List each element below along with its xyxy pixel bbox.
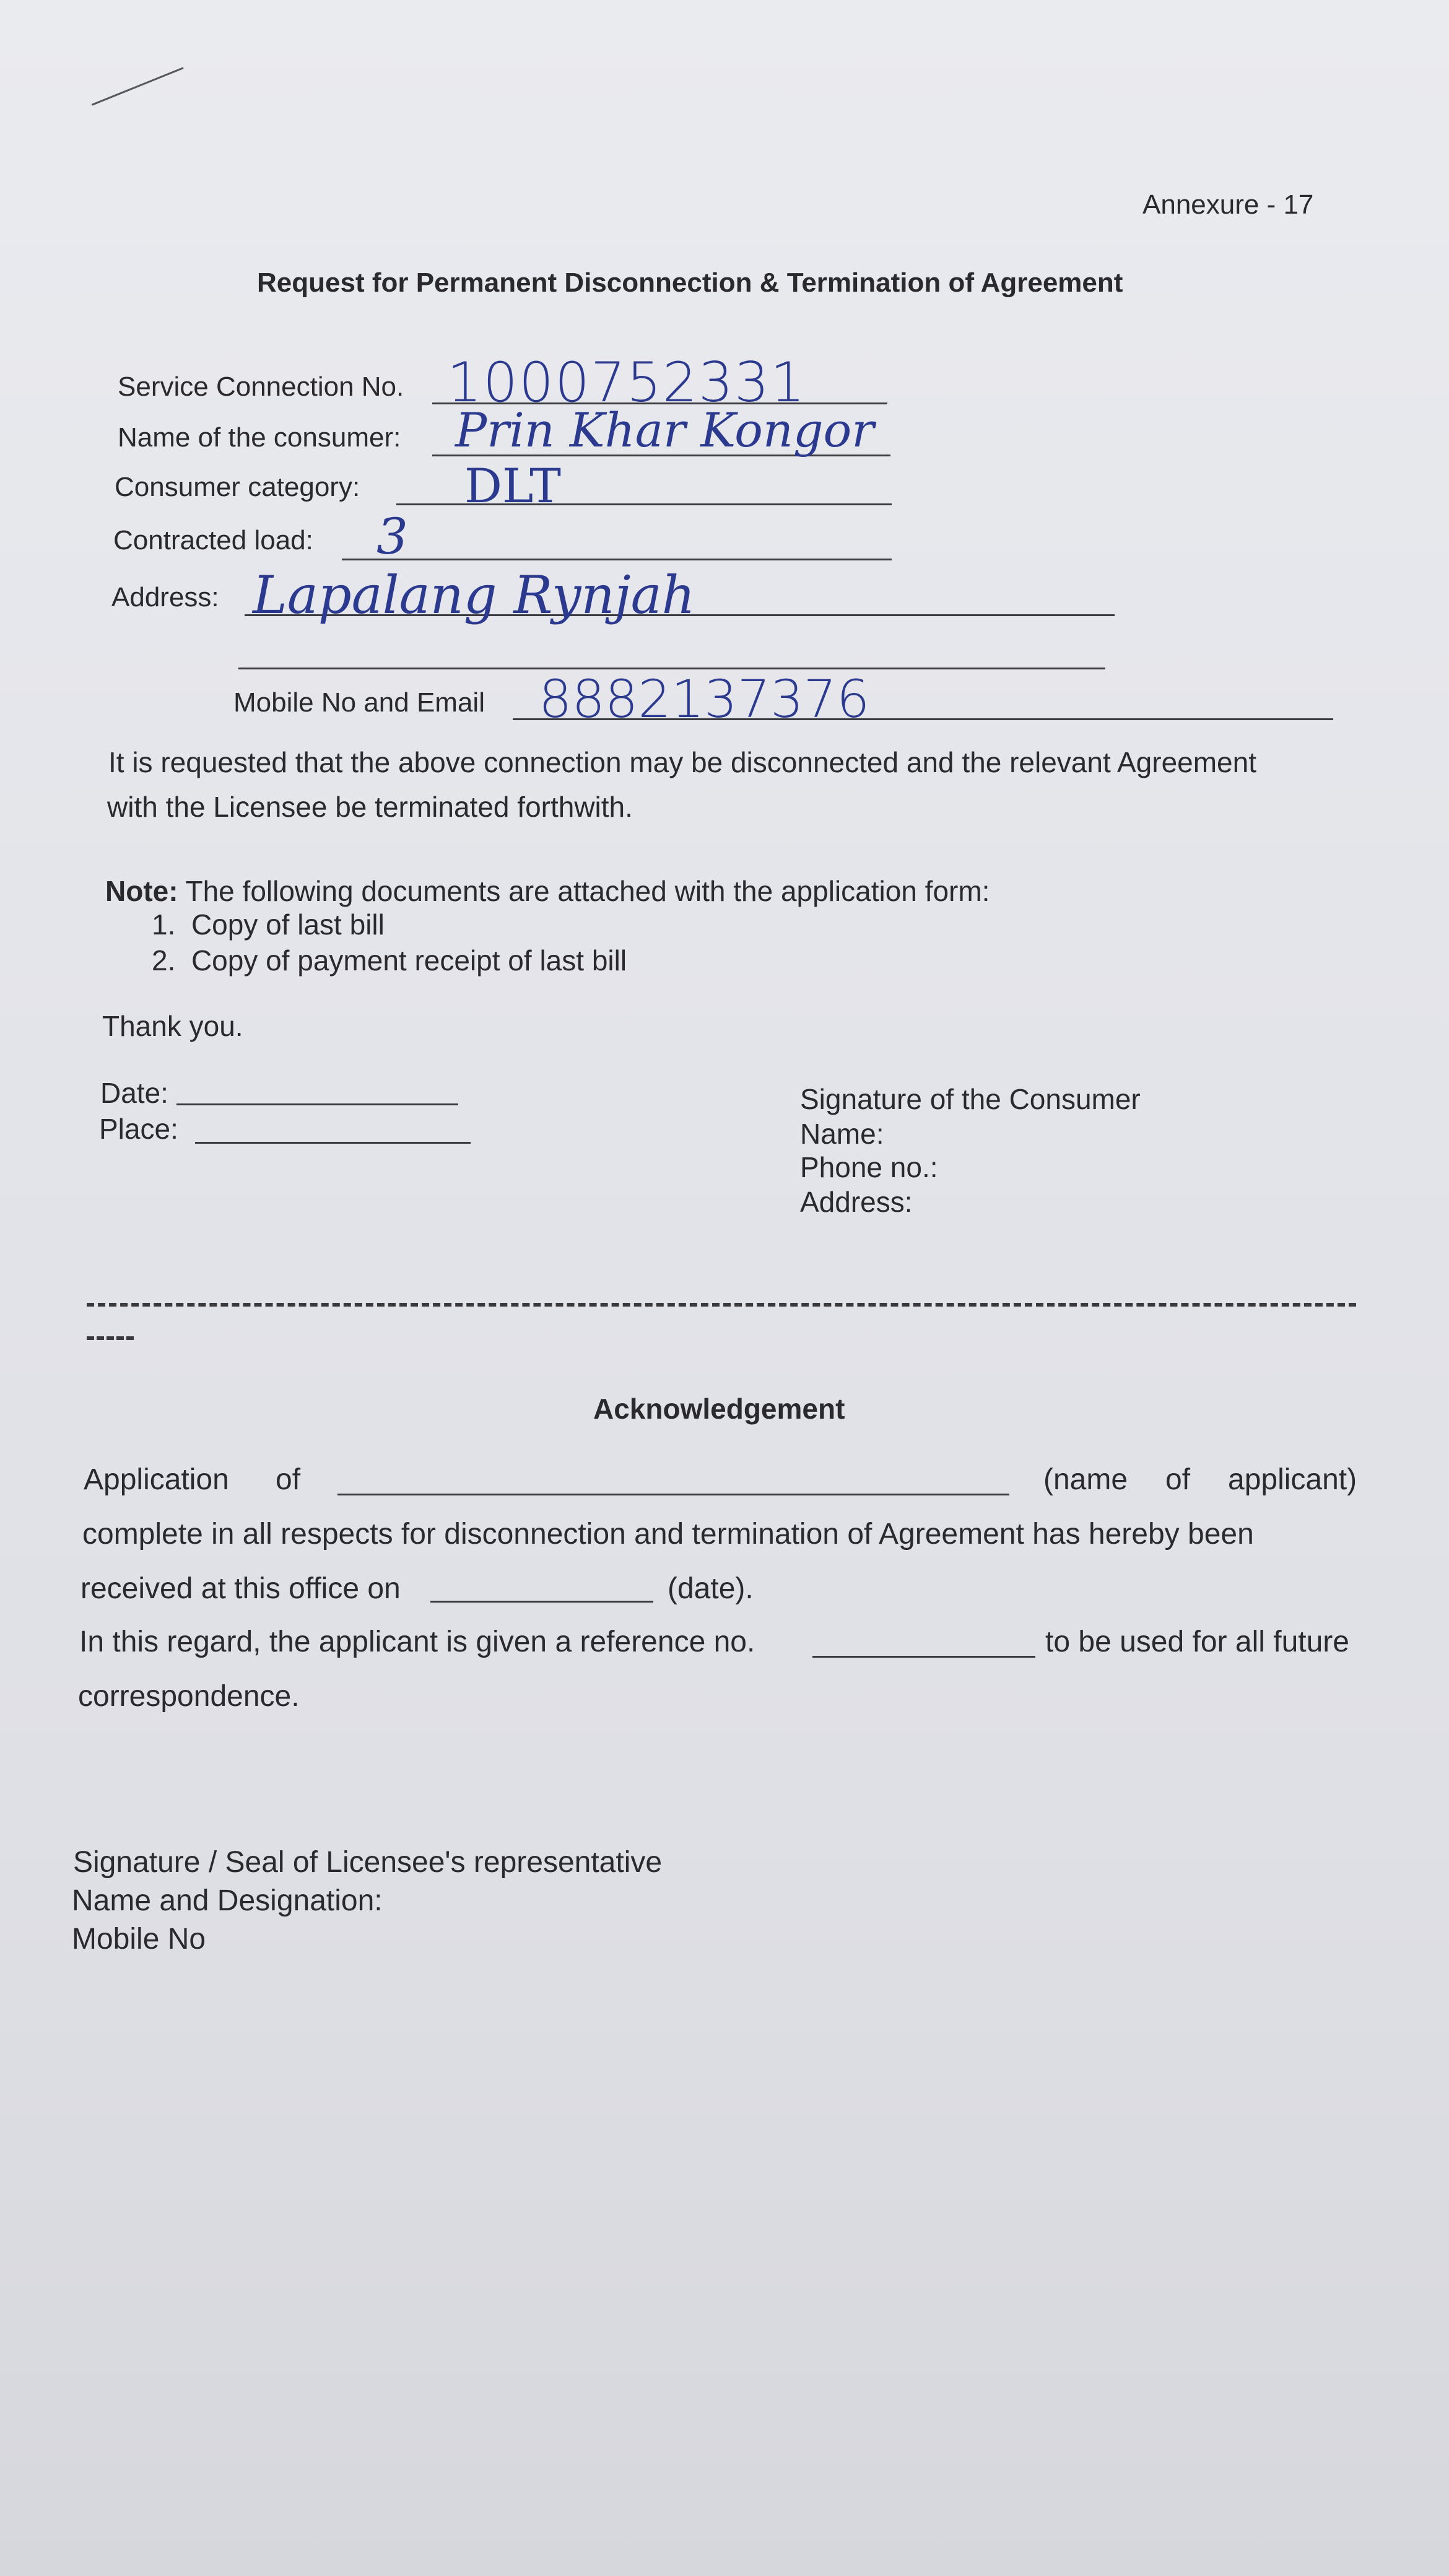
ack-name: (name: [1043, 1463, 1128, 1496]
date-line: [176, 1103, 458, 1105]
note-label: Note:: [105, 875, 178, 907]
category-value: DLT: [464, 458, 561, 513]
mobile-value: 8882137376: [539, 669, 870, 729]
note-item-1: 1. Copy of last bill: [152, 908, 385, 941]
ack-date-suffix: (date).: [668, 1572, 754, 1605]
service-connection-label: Service Connection No.: [118, 372, 404, 402]
ack-of: of: [276, 1463, 301, 1496]
reference-no-line: [812, 1656, 1035, 1658]
ack-received-label: received at this office on: [80, 1572, 401, 1605]
consumer-name-value: Prin Khar Kongor: [455, 402, 874, 458]
ack-of-2: of: [1165, 1463, 1191, 1496]
mobile-label: Mobile No and Email: [233, 687, 485, 718]
request-text-line-2: with the Licensee be terminated forthwith.: [107, 791, 633, 823]
place-line: [195, 1142, 471, 1144]
applicant-name-line: [337, 1494, 1009, 1495]
ack-reference-label: In this regard, the applicant is given a reference no.: [79, 1625, 755, 1658]
received-date-line: [430, 1601, 653, 1603]
address-value: Lapalang Rynjah: [253, 565, 695, 625]
consumer-name-label: Name of the consumer:: [118, 422, 401, 453]
consumer-signature-label: Signature of the Consumer: [800, 1083, 1141, 1115]
category-label: Consumer category:: [115, 472, 360, 502]
date-label: Date:: [100, 1077, 168, 1109]
annexure-label: Annexure - 17: [1142, 189, 1314, 220]
place-label: Place:: [99, 1113, 178, 1145]
acknowledgement-heading: Acknowledgement: [593, 1393, 845, 1425]
request-text-line-1: It is requested that the above connection may be disconnected and the relevant Agreement: [108, 746, 1256, 778]
note-paragraph: [105, 874, 990, 908]
thank-you: Thank you.: [102, 1010, 243, 1042]
load-line: [342, 559, 892, 560]
cut-line-continuation: [87, 1336, 134, 1340]
pen-mark: [91, 67, 183, 106]
cut-line: [87, 1303, 1356, 1307]
form-title: Request for Permanent Disconnection & Termination of Agreement: [257, 268, 1123, 298]
consumer-phone-field: Phone no.:: [800, 1151, 938, 1183]
licensee-mobile: Mobile No: [72, 1923, 206, 1956]
load-label: Contracted load:: [113, 525, 313, 555]
consumer-address-field: Address:: [800, 1186, 913, 1218]
load-value: 3: [376, 508, 408, 565]
ack-line-5: correspondence.: [78, 1680, 300, 1713]
address-label: Address:: [111, 582, 219, 612]
licensee-signature-label: Signature / Seal of Licensee's representative: [73, 1846, 663, 1879]
ack-line-2: complete in all respects for disconnection and termination of Agreement has hereby been: [82, 1518, 1254, 1551]
consumer-name-field: Name:: [800, 1118, 884, 1150]
ack-reference-suffix: to be used for all future: [1045, 1625, 1349, 1658]
ack-application: Application: [84, 1463, 229, 1496]
ack-applicant: applicant): [1228, 1463, 1357, 1496]
note-item-2: 2. Copy of payment receipt of last bill: [152, 944, 627, 977]
service-connection-value: 1000752331: [447, 350, 806, 414]
note-text: The following documents are attached with the application form:: [185, 875, 990, 907]
licensee-name-designation: Name and Designation:: [72, 1884, 383, 1917]
